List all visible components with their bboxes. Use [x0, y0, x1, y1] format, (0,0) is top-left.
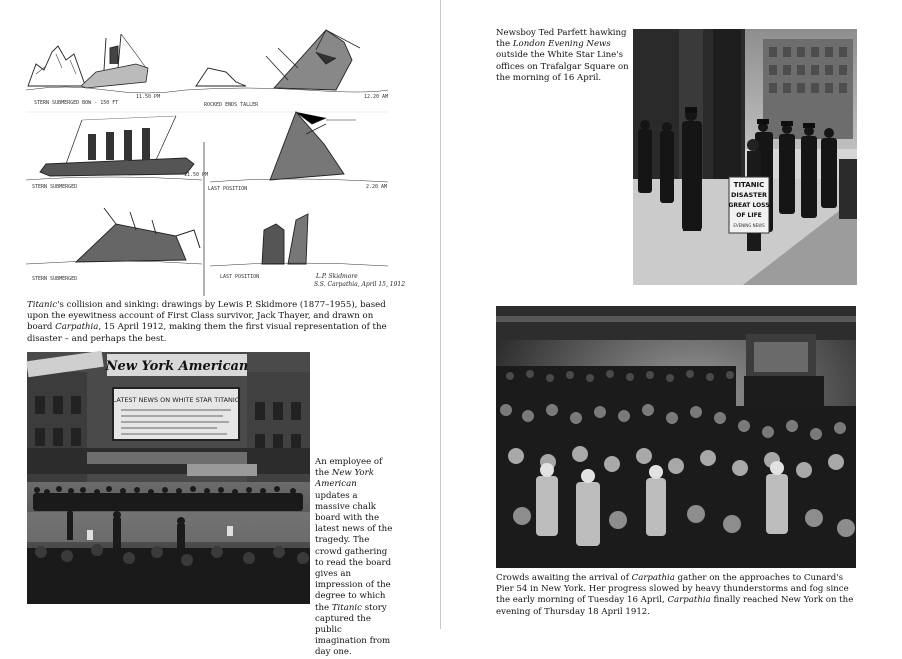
caption-crowds-part3: gather on the approaches to Cunard's Pier 54 in New York. Her progress slowed by heavy thunderstorms and fog since the early morning of Tuesday 16 April,: [496, 573, 849, 606]
caption-nya-part5: story captured the public imagination from day one.: [315, 602, 391, 658]
caption-nya-part3: updates a massive chalk board with the latest news of the tragedy. The crowd gathering to read the board gives an impression of the degree to which the: [315, 490, 393, 613]
caption-crowds-part4: Carpathia: [667, 595, 711, 606]
sketch-artist: L.P. Skidmore: [316, 273, 358, 280]
caption-skidmore-part4: , 15 April 1912, making them the first visual representation of the disaster – and perhaps the best.: [27, 322, 387, 344]
caption-nya-part4: Titanic: [331, 602, 362, 613]
sketch-note-6: 11.50 PM: [184, 172, 209, 178]
caption-skidmore: [27, 300, 391, 345]
poster-line-4: OF LIFE: [736, 212, 762, 219]
caption-nya: [315, 457, 393, 659]
photo-new-york-american: [27, 352, 310, 604]
nya-sign-text: New York American: [105, 359, 249, 374]
sketch-note-4: 12.20 AM: [364, 94, 389, 100]
poster-line-3: GREAT LOSS: [728, 202, 770, 209]
sketch-note-1: STERN SUBMERGED BOW - 150 FT: [34, 100, 119, 106]
caption-nya-part2: New York American: [315, 468, 374, 490]
sketch-signature: S.S. Carpathia, April 15, 1912: [314, 281, 406, 288]
sketch-note-10: LAST POSITION: [220, 274, 260, 280]
sketch-note-5: STERN SUBMERGED: [32, 184, 78, 190]
caption-newsboy: [496, 28, 629, 84]
skidmore-sketches: [26, 24, 406, 296]
caption-newsboy-part2: London Evening News: [512, 39, 611, 50]
caption-crowds-part2: Carpathia: [631, 573, 675, 583]
right-page: [441, 0, 902, 629]
nya-board-text: LATEST NEWS ON WHITE STAR TITANIC: [112, 396, 240, 404]
caption-newsboy-part1: Newsboy Ted Parfett hawking the: [496, 28, 627, 50]
sketch-note-2: 11.50 PM: [136, 94, 161, 100]
poster-line-2: DISASTER: [730, 191, 768, 199]
sketch-note-7: LAST POSITION: [208, 186, 248, 192]
caption-newsboy-part3: outside the White Star Line's offices on Trafalgar Square on the morning of 16 April.: [496, 50, 629, 83]
poster-line-5: EVENING NEWS: [733, 223, 765, 228]
caption-crowds-part5: finally reached New York on the evening of Thursday 18 April 1912.: [496, 595, 854, 617]
caption-crowds-part1: Crowds awaiting the arrival of: [496, 573, 632, 583]
photo-crowds-pier54: [496, 306, 856, 568]
caption-skidmore-part3: Carpathia: [55, 322, 99, 333]
sketch-note-9: STERN SUBMERGED: [32, 276, 78, 282]
photo-newsboy: [633, 29, 857, 285]
poster-line-1: TITANIC: [733, 181, 765, 189]
sketch-note-8: 2.20 AM: [366, 184, 388, 190]
caption-crowds: [496, 573, 861, 618]
caption-skidmore-part1: Titanic: [27, 300, 58, 310]
left-page: [0, 0, 440, 658]
sketch-note-3: ROCKED ENDS TALLER: [204, 102, 259, 108]
caption-skidmore-part2: 's collision and sinking: drawings by Lewis P. Skidmore (1877–1955), based upon the eyewitness account of First Class survivor, Jack Thayer, and drawn on board: [27, 300, 386, 333]
caption-nya-part1: An employee of the: [315, 457, 383, 479]
